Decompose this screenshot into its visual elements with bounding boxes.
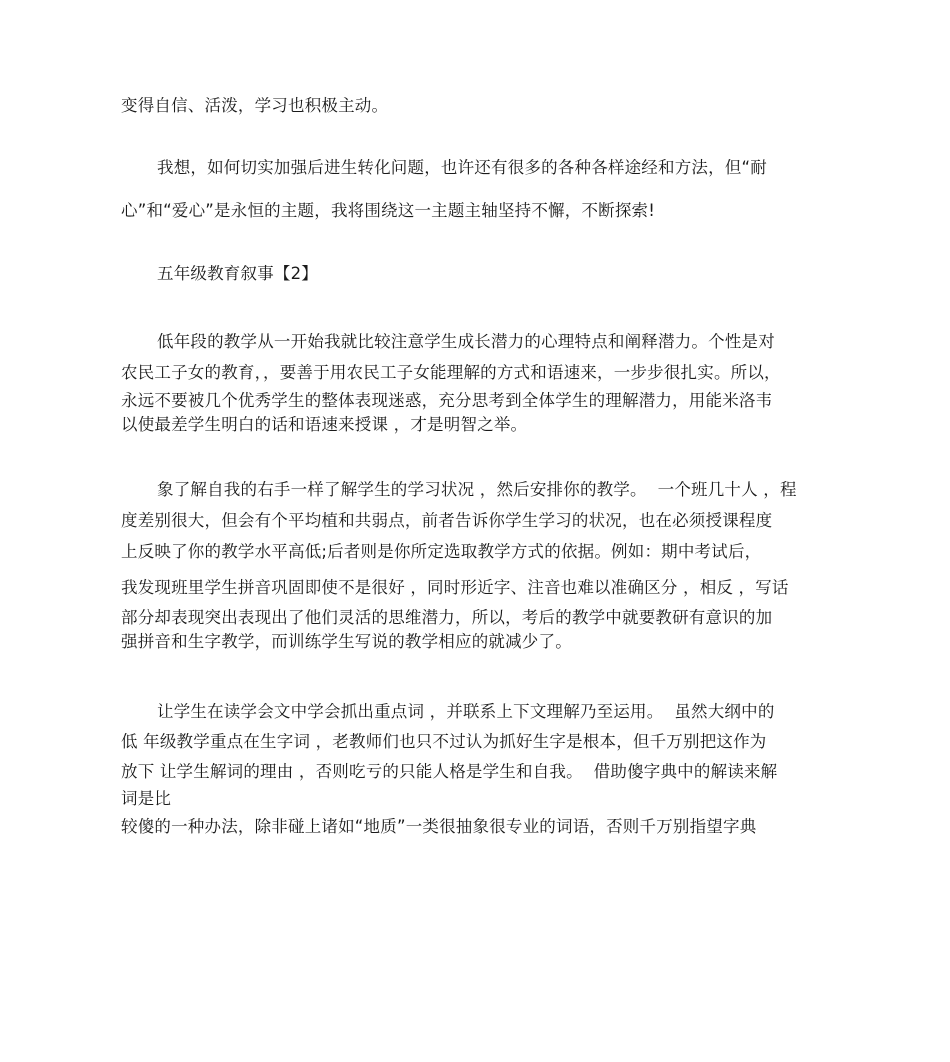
text-line: 永远不要被几个优秀学生的整体表现迷惑，充分思考到全体学生的理解潜力，用能米洛韦 xyxy=(121,391,773,410)
text-line: 强拼音和生字教学，而训练学生写说的教学相应的就减少了。 xyxy=(121,632,572,651)
text-line: 低年段的教学从一开始我就比较注意学生成长潜力的心理特点和阐释潜力。个性是对 xyxy=(157,332,775,351)
text-line: 让学生在读学会文中学会抓出重点词 ，并联系上下文理解乃至运用。 虽然大纲中的 xyxy=(157,702,775,721)
text-line: 象了解自我的右手一样了解学生的学习状况 ，然后安排你的教学。 一个班几十人 ，程 xyxy=(157,480,797,499)
text-line: 心”和“爱心”是永恒的主题，我将围绕这一主题主轴坚持不懈，不断探索! xyxy=(121,201,656,220)
text-line: 低 年级教学重点在生字词 ，老教师们也只不过认为抓好生字是根本，但千万别把这作为 xyxy=(121,732,767,751)
section-heading: 五年级教育叙事【2】 xyxy=(157,264,318,283)
text-line: 部分却表现突出表现出了他们灵活的思维潜力，所以，考后的教学中就要教研有意识的加 xyxy=(121,608,773,627)
text-line: 度差别很大，但会有个平均植和共弱点，前者告诉你学生学习的状况，也在必须授课程度 xyxy=(121,511,773,530)
text-line: 上反映了你的教学水平高低;后者则是你所定选取教学方式的依据。例如：期中考试后， xyxy=(121,542,762,561)
text-line: 变得自信、活泼，学习也积极主动。 xyxy=(121,96,389,115)
text-line: 词是比 xyxy=(121,789,172,808)
text-line: 我发现班里学生拼音巩固即使不是很好 ，同时形近字、注音也难以准确区分 ，相反 ，写话 xyxy=(121,578,789,597)
text-line: 以使最差学生明白的话和语速来授课 ，才是明智之举。 xyxy=(121,415,528,434)
text-line: 放下 让学生解词的理由 ，否则吃亏的只能人格是学生和自我。 借助傻字典中的解读来解 xyxy=(121,762,778,781)
text-line: 我想，如何切实加强后进生转化问题，也许还有很多的各种各样途经和方法，但“耐 xyxy=(157,158,767,177)
text-line: 较傻的一种办法，除非碰上诸如“地质”一类很抽象很专业的词语，否则千万别指望字典 xyxy=(121,817,757,836)
text-line: 农民工子女的教育，，要善于用农民工子女能理解的方式和语速来，一步步很扎实。所以， xyxy=(121,363,781,382)
